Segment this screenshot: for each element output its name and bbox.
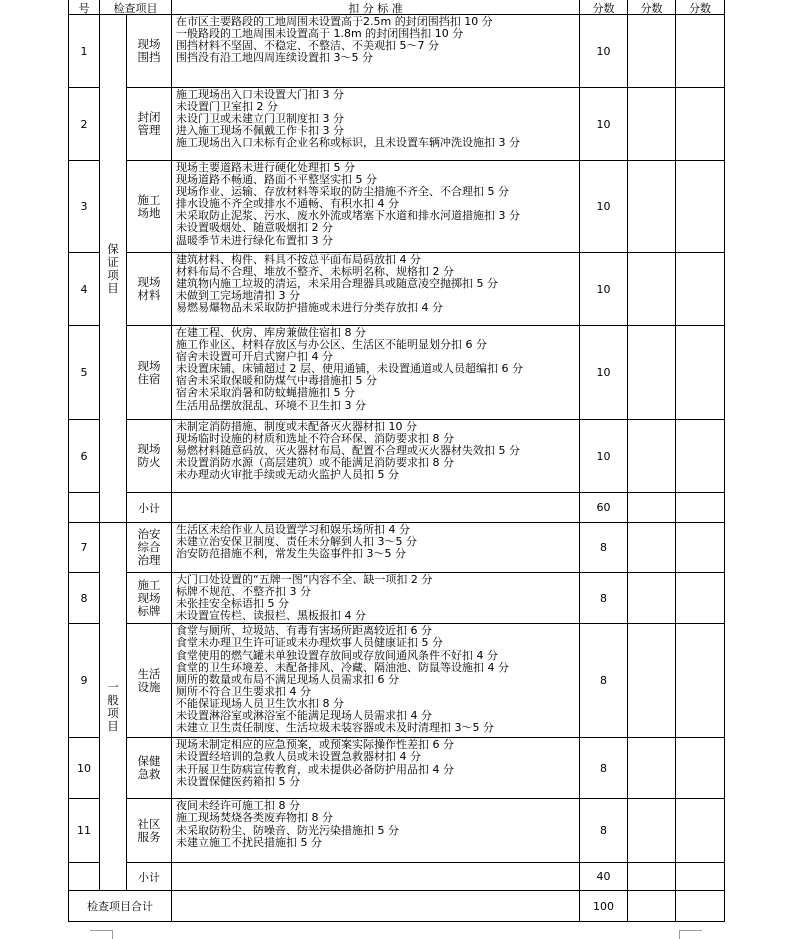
actual-cell[interactable] — [676, 15, 725, 88]
criteria-line: 现场未制定相应的应急预案，或预案实际操作性差扣 6 分 — [176, 738, 454, 752]
actual-cell[interactable] — [676, 88, 725, 161]
deduct-cell[interactable] — [628, 15, 676, 88]
header-row — [69, 0, 725, 15]
table-row — [69, 624, 725, 738]
score-cell: 40 — [580, 863, 628, 891]
criteria-line: 材料布局不合理、堆放不整齐、未标明名称、规格扣 2 分 — [176, 265, 454, 279]
group-label: 一般项目 — [107, 679, 119, 733]
deduct-cell[interactable] — [628, 253, 676, 326]
criteria-line: 易燃易爆物品未采取防护措施或未进行分类存放扣 4 分 — [176, 301, 443, 315]
actual-cell[interactable] — [676, 573, 725, 624]
group-cell-general — [100, 523, 127, 891]
table-row — [69, 15, 725, 88]
criteria-line: 治安防范措施不利，常发生失盗事件扣 3～5 分 — [176, 547, 406, 561]
item-name-cell — [127, 326, 172, 420]
table-row — [69, 523, 725, 573]
item-name-cell — [127, 624, 172, 738]
criteria-line: 进入施工现场不佩戴工作卡扣 3 分 — [176, 124, 344, 138]
score-cell: 8 — [580, 624, 628, 738]
row-number: 4 — [69, 253, 100, 326]
item-name: 现场防火 — [137, 442, 161, 469]
table-row — [69, 799, 725, 863]
table-body — [69, 0, 725, 922]
criteria-line: 温暖季节未进行绿化布置扣 3 分 — [176, 233, 333, 247]
criteria-cell — [172, 493, 580, 523]
header-actual: 分数 — [676, 0, 725, 15]
subtotal-label: 小计 — [127, 863, 172, 891]
total-deduct-cell[interactable] — [628, 891, 676, 922]
criteria-line: 未采取防止泥浆、污水、废水外流或堵塞下水道和排水河道措施扣 3 分 — [176, 209, 520, 223]
actual-cell[interactable] — [676, 863, 725, 891]
actual-cell[interactable] — [676, 493, 725, 523]
total-criteria-cell — [172, 891, 580, 922]
item-name: 治安综合治理 — [137, 527, 161, 567]
table-row — [69, 738, 725, 799]
actual-cell[interactable] — [676, 523, 725, 573]
criteria-line: 排水设施不齐全或排水不通畅、有积水扣 4 分 — [176, 197, 399, 211]
row-number: 6 — [69, 420, 100, 493]
row-number: 9 — [69, 624, 100, 738]
criteria-line: 建筑材料、构件、料具不按总平面布局码放扣 4 分 — [176, 253, 421, 266]
criteria-line: 建筑物内施工垃圾的清运，未采用合理器具或随意凌空抛掷扣 5 分 — [176, 277, 498, 291]
criteria-line: 生活用品摆放混乱、环境不卫生扣 3 分 — [176, 398, 366, 412]
item-name-cell — [127, 799, 172, 863]
score-cell: 10 — [580, 161, 628, 253]
criteria-cell — [172, 15, 580, 88]
score-cell: 8 — [580, 573, 628, 624]
item-name: 保健急救 — [137, 754, 161, 782]
criteria-line: 现场作业、运输、存放材料等采取的防尘措施不齐全、不合理扣 5 分 — [176, 185, 509, 199]
group-cell-guarantee — [100, 15, 127, 523]
criteria-cell — [172, 863, 580, 891]
item-name-cell — [127, 573, 172, 624]
criteria-line: 未制定消防措施、制度或未配备灭火器材扣 10 分 — [176, 420, 417, 433]
deduct-cell[interactable] — [628, 326, 676, 420]
criteria-line: 不能保证现场人员卫生饮水扣 8 分 — [176, 696, 344, 710]
header-criteria: 扣 分 标 准 — [172, 0, 580, 15]
actual-cell[interactable] — [676, 738, 725, 799]
score-cell: 60 — [580, 493, 628, 523]
criteria-line: 在市区主要路段的工地周围未设置高于2.5m 的封闭围挡扣 10 分 — [176, 15, 493, 28]
row-number: 2 — [69, 88, 100, 161]
row-number: 5 — [69, 326, 100, 420]
header-num: 号 — [69, 0, 100, 15]
criteria-line: 食堂使用的燃气罐未单独设置存放间或存放间通风条件不好扣 4 分 — [176, 648, 498, 662]
group-label: 保证项目 — [107, 241, 119, 295]
score-cell: 10 — [580, 15, 628, 88]
deduct-cell[interactable] — [628, 161, 676, 253]
criteria-line: 一般路段的工地周围未设置高于 1.8m 的封闭围挡扣 10 分 — [176, 27, 464, 41]
criteria-line: 现场临时设施的材质和选址不符合环保、消防要求扣 8 分 — [176, 432, 454, 446]
item-name-cell — [127, 523, 172, 573]
item-name-cell — [127, 15, 172, 88]
criteria-line: 宿舍未采取保暖和防煤气中毒措施扣 5 分 — [176, 374, 377, 388]
table-row — [69, 326, 725, 420]
actual-cell[interactable] — [676, 326, 725, 420]
criteria-line: 未设门卫或未建立门卫制度扣 3 分 — [176, 112, 344, 126]
criteria-line: 未建立治安保卫制度、责任未分解到人扣 3～5 分 — [176, 535, 417, 549]
table-row — [69, 161, 725, 253]
item-name: 社区服务 — [137, 816, 161, 844]
actual-cell[interactable] — [676, 624, 725, 738]
criteria-line: 未建立卫生责任制度、生活垃圾未装容器或未及时清理扣 3～5 分 — [176, 721, 494, 735]
item-name: 现场材料 — [137, 275, 161, 302]
actual-cell[interactable] — [676, 161, 725, 253]
row-number: 10 — [69, 738, 100, 799]
criteria-cell — [172, 88, 580, 161]
row-number — [69, 863, 100, 891]
criteria-line: 宿舍未采取消暑和防蚊蝇措施扣 5 分 — [176, 386, 355, 400]
item-name: 封闭管理 — [137, 110, 161, 137]
deduct-cell[interactable] — [628, 573, 676, 624]
header-score: 分数 — [580, 0, 628, 15]
criteria-line: 未设置吸烟处、随意吸烟扣 2 分 — [176, 221, 333, 235]
criteria-cell — [172, 573, 580, 624]
criteria-line: 未设置床铺、床铺超过 2 层、使用通铺，未设置通道或人员超编扣 6 分 — [176, 362, 523, 376]
item-name-cell — [127, 738, 172, 799]
criteria-cell — [172, 420, 580, 493]
score-cell: 10 — [580, 326, 628, 420]
row-number: 11 — [69, 799, 100, 863]
criteria-line: 未采取防粉尘、防噪音、防光污染措施扣 5 分 — [176, 823, 399, 837]
table-row — [69, 420, 725, 493]
total-score: 100 — [580, 891, 628, 922]
deduct-cell[interactable] — [628, 523, 676, 573]
crop-mark-left — [90, 930, 113, 939]
criteria-cell — [172, 326, 580, 420]
criteria-line: 施工现场焚烧各类废弃物扣 8 分 — [176, 811, 333, 825]
subtotal-row — [69, 863, 725, 891]
criteria-line: 宿舍未设置可开启式窗户扣 4 分 — [176, 350, 333, 364]
item-name: 生活设施 — [137, 666, 161, 694]
score-cell: 8 — [580, 738, 628, 799]
row-number: 7 — [69, 523, 100, 573]
item-name: 施工场地 — [137, 192, 161, 220]
score-cell: 8 — [580, 799, 628, 863]
criteria-line: 未张挂安全标语扣 5 分 — [176, 597, 289, 611]
criteria-line: 生活区未给作业人员设置学习和娱乐场所扣 4 分 — [176, 523, 410, 536]
table-row — [69, 253, 725, 326]
deduct-cell[interactable] — [628, 799, 676, 863]
item-name: 现场住宿 — [137, 358, 161, 386]
deduct-cell[interactable] — [628, 738, 676, 799]
deduct-cell[interactable] — [628, 420, 676, 493]
criteria-line: 现场主要道路未进行硬化处理扣 5 分 — [176, 161, 355, 174]
criteria-line: 现场道路不畅通、路面不平整坚实扣 5 分 — [176, 173, 377, 187]
total-actual-cell[interactable] — [676, 891, 725, 922]
criteria-line: 施工现场出入口未标有企业名称或标识，且未设置车辆冲洗设施扣 3 分 — [176, 136, 520, 150]
item-name-cell — [127, 161, 172, 253]
crop-mark-right — [679, 930, 702, 939]
criteria-line: 未开展卫生防病宣传教育，或未提供必备防护用品扣 4 分 — [176, 762, 454, 776]
header-deduct: 分数 — [628, 0, 676, 15]
criteria-line: 施工作业区、材料存放区与办公区、生活区不能明显划分扣 6 分 — [176, 338, 487, 352]
deduct-cell[interactable] — [628, 88, 676, 161]
row-number — [69, 493, 100, 523]
inspection-table — [68, 0, 725, 922]
item-name-cell — [127, 420, 172, 493]
total-row — [69, 891, 725, 922]
score-cell: 10 — [580, 88, 628, 161]
item-name-cell — [127, 253, 172, 326]
criteria-line: 未做到工完场地清扣 3 分 — [176, 289, 300, 303]
criteria-line: 未设置经培训的急救人员或未设置急救器材扣 4 分 — [176, 750, 421, 764]
actual-cell[interactable] — [676, 420, 725, 493]
deduct-cell[interactable] — [628, 493, 676, 523]
criteria-line: 厕所的数量或布局不满足现场人员需求扣 6 分 — [176, 672, 399, 686]
criteria-cell — [172, 161, 580, 253]
deduct-cell[interactable] — [628, 863, 676, 891]
criteria-cell — [172, 253, 580, 326]
criteria-line: 未设置淋浴室或淋浴室不能满足现场人员需求扣 4 分 — [176, 709, 432, 723]
criteria-cell — [172, 624, 580, 738]
criteria-line: 未设置消防水源（高层建筑）或不能满足消防要求扣 8 分 — [176, 456, 454, 470]
subtotal-row — [69, 493, 725, 523]
criteria-line: 标牌不规范、不整齐扣 3 分 — [176, 585, 311, 599]
criteria-cell — [172, 738, 580, 799]
criteria-cell — [172, 523, 580, 573]
score-cell: 8 — [580, 523, 628, 573]
criteria-line: 围挡没有沿工地四周连续设置扣 3～5 分 — [176, 51, 373, 65]
criteria-line: 易燃材料随意码放、灭火器材布局、配置不合理或灭火器材失效扣 5 分 — [176, 444, 520, 458]
criteria-line: 围挡材料不坚固、不稳定、不整洁、不美观扣 5～7 分 — [176, 39, 439, 53]
actual-cell[interactable] — [676, 799, 725, 863]
criteria-line: 食堂的卫生环境差、未配备排风、冷藏、隔油池、防鼠等设施扣 4 分 — [176, 660, 509, 674]
criteria-line: 未设置宣传栏、读报栏、黑板报扣 4 分 — [176, 609, 366, 623]
item-name: 现场围挡 — [137, 37, 161, 64]
criteria-line: 厕所不符合卫生要求扣 4 分 — [176, 684, 311, 698]
criteria-line: 夜间未经许可施工扣 8 分 — [176, 799, 300, 813]
criteria-cell — [172, 799, 580, 863]
criteria-line: 在建工程、伙房、库房兼做住宿扣 8 分 — [176, 326, 366, 339]
criteria-line: 未建立施工不扰民措施扣 5 分 — [176, 835, 322, 849]
criteria-line: 未设置保健医药箱扣 5 分 — [176, 774, 300, 788]
row-number: 1 — [69, 15, 100, 88]
criteria-line: 食堂未办理卫生许可证或未办理炊事人员健康证扣 5 分 — [176, 636, 443, 650]
table-row — [69, 573, 725, 624]
criteria-line: 未设置门卫室扣 2 分 — [176, 100, 278, 114]
subtotal-label: 小计 — [127, 493, 172, 523]
row-number: 8 — [69, 573, 100, 624]
criteria-line: 施工现场出入口未设置大门扣 3 分 — [176, 88, 344, 101]
header-item: 检查项目 — [100, 0, 172, 15]
criteria-line: 食堂与厕所、垃圾站、有毒有害场所距离较近扣 6 分 — [176, 624, 432, 638]
criteria-line: 大门口处设置的“五牌一图”内容不全、缺一项扣 2 分 — [176, 573, 433, 586]
score-cell: 10 — [580, 253, 628, 326]
table-row — [69, 88, 725, 161]
total-label: 检查项目合计 — [69, 891, 172, 922]
item-name-cell — [127, 88, 172, 161]
deduct-cell[interactable] — [628, 624, 676, 738]
actual-cell[interactable] — [676, 253, 725, 326]
score-cell: 10 — [580, 420, 628, 493]
item-name: 施工现场标牌 — [137, 577, 161, 618]
criteria-line: 未办理动火审批手续或无动火监护人员扣 5 分 — [176, 468, 399, 482]
row-number: 3 — [69, 161, 100, 253]
